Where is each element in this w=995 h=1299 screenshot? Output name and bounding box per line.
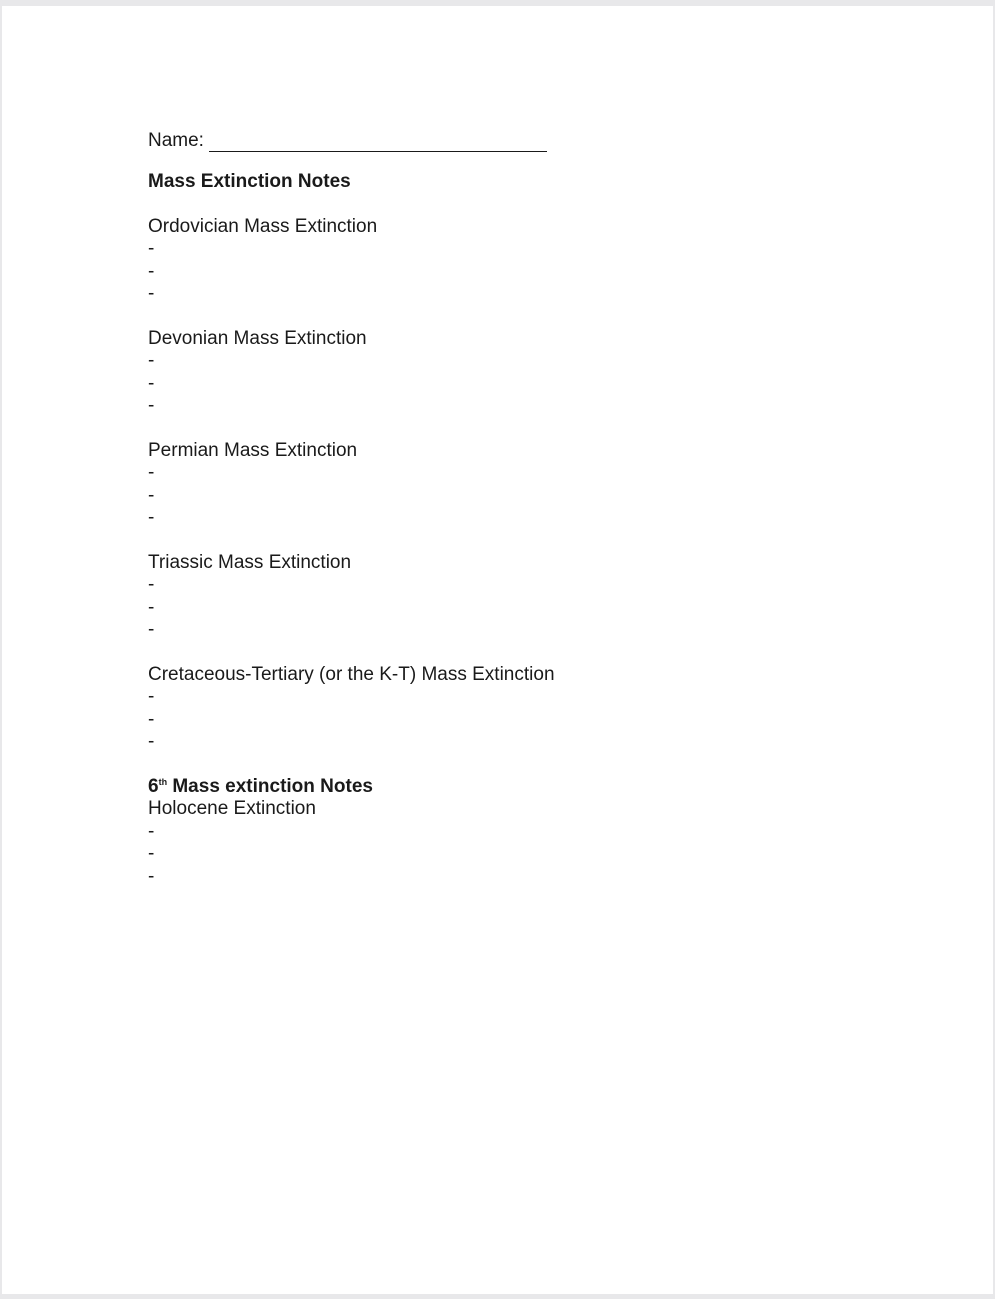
note-bullet: - bbox=[148, 596, 155, 618]
note-bullet: - bbox=[148, 619, 155, 640]
note-bullet: - bbox=[148, 574, 155, 595]
note-bullet: - bbox=[148, 507, 155, 528]
section-heading: Ordovician Mass Extinction bbox=[148, 215, 378, 237]
section-heading: Devonian Mass Extinction bbox=[148, 327, 367, 349]
section-heading: Cretaceous-Tertiary (or the K-T) Mass Extinction bbox=[148, 663, 555, 685]
sixth-superscript: th bbox=[158, 776, 168, 787]
document-title: Mass Extinction Notes bbox=[148, 171, 351, 192]
section-sixth-extinction bbox=[148, 776, 555, 889]
note-bullet: - bbox=[148, 260, 155, 282]
document-page bbox=[2, 6, 993, 1294]
sixth-title-text: Mass extinction Notes bbox=[167, 775, 373, 797]
section-ordovician bbox=[148, 216, 555, 306]
sixth-number: 6 bbox=[148, 775, 159, 797]
note-bullet: - bbox=[148, 484, 155, 506]
section-cretaceous-tertiary bbox=[148, 664, 555, 754]
note-bullet: - bbox=[148, 843, 155, 864]
note-bullet: - bbox=[148, 462, 155, 483]
note-bullet: - bbox=[148, 865, 155, 887]
note-bullet: - bbox=[148, 731, 155, 752]
note-bullet: - bbox=[148, 686, 155, 707]
section-devonian bbox=[148, 328, 555, 418]
section-heading: Holocene Extinction bbox=[148, 798, 316, 819]
note-bullet: - bbox=[148, 283, 155, 304]
name-line bbox=[148, 124, 555, 152]
note-bullet: - bbox=[148, 372, 155, 394]
note-bullet: - bbox=[148, 820, 155, 842]
name-label: Name: bbox=[148, 129, 204, 151]
section-heading: Triassic Mass Extinction bbox=[148, 551, 352, 573]
section-heading: Permian Mass Extinction bbox=[148, 439, 358, 461]
section-triassic bbox=[148, 552, 555, 642]
name-blank bbox=[209, 133, 547, 152]
note-bullet: - bbox=[148, 395, 155, 416]
note-bullet: - bbox=[148, 238, 155, 259]
section-permian bbox=[148, 440, 555, 530]
note-bullet: - bbox=[148, 708, 155, 730]
sixth-extinction-title bbox=[148, 776, 555, 799]
note-bullet: - bbox=[148, 350, 155, 371]
document-content bbox=[148, 124, 555, 888]
